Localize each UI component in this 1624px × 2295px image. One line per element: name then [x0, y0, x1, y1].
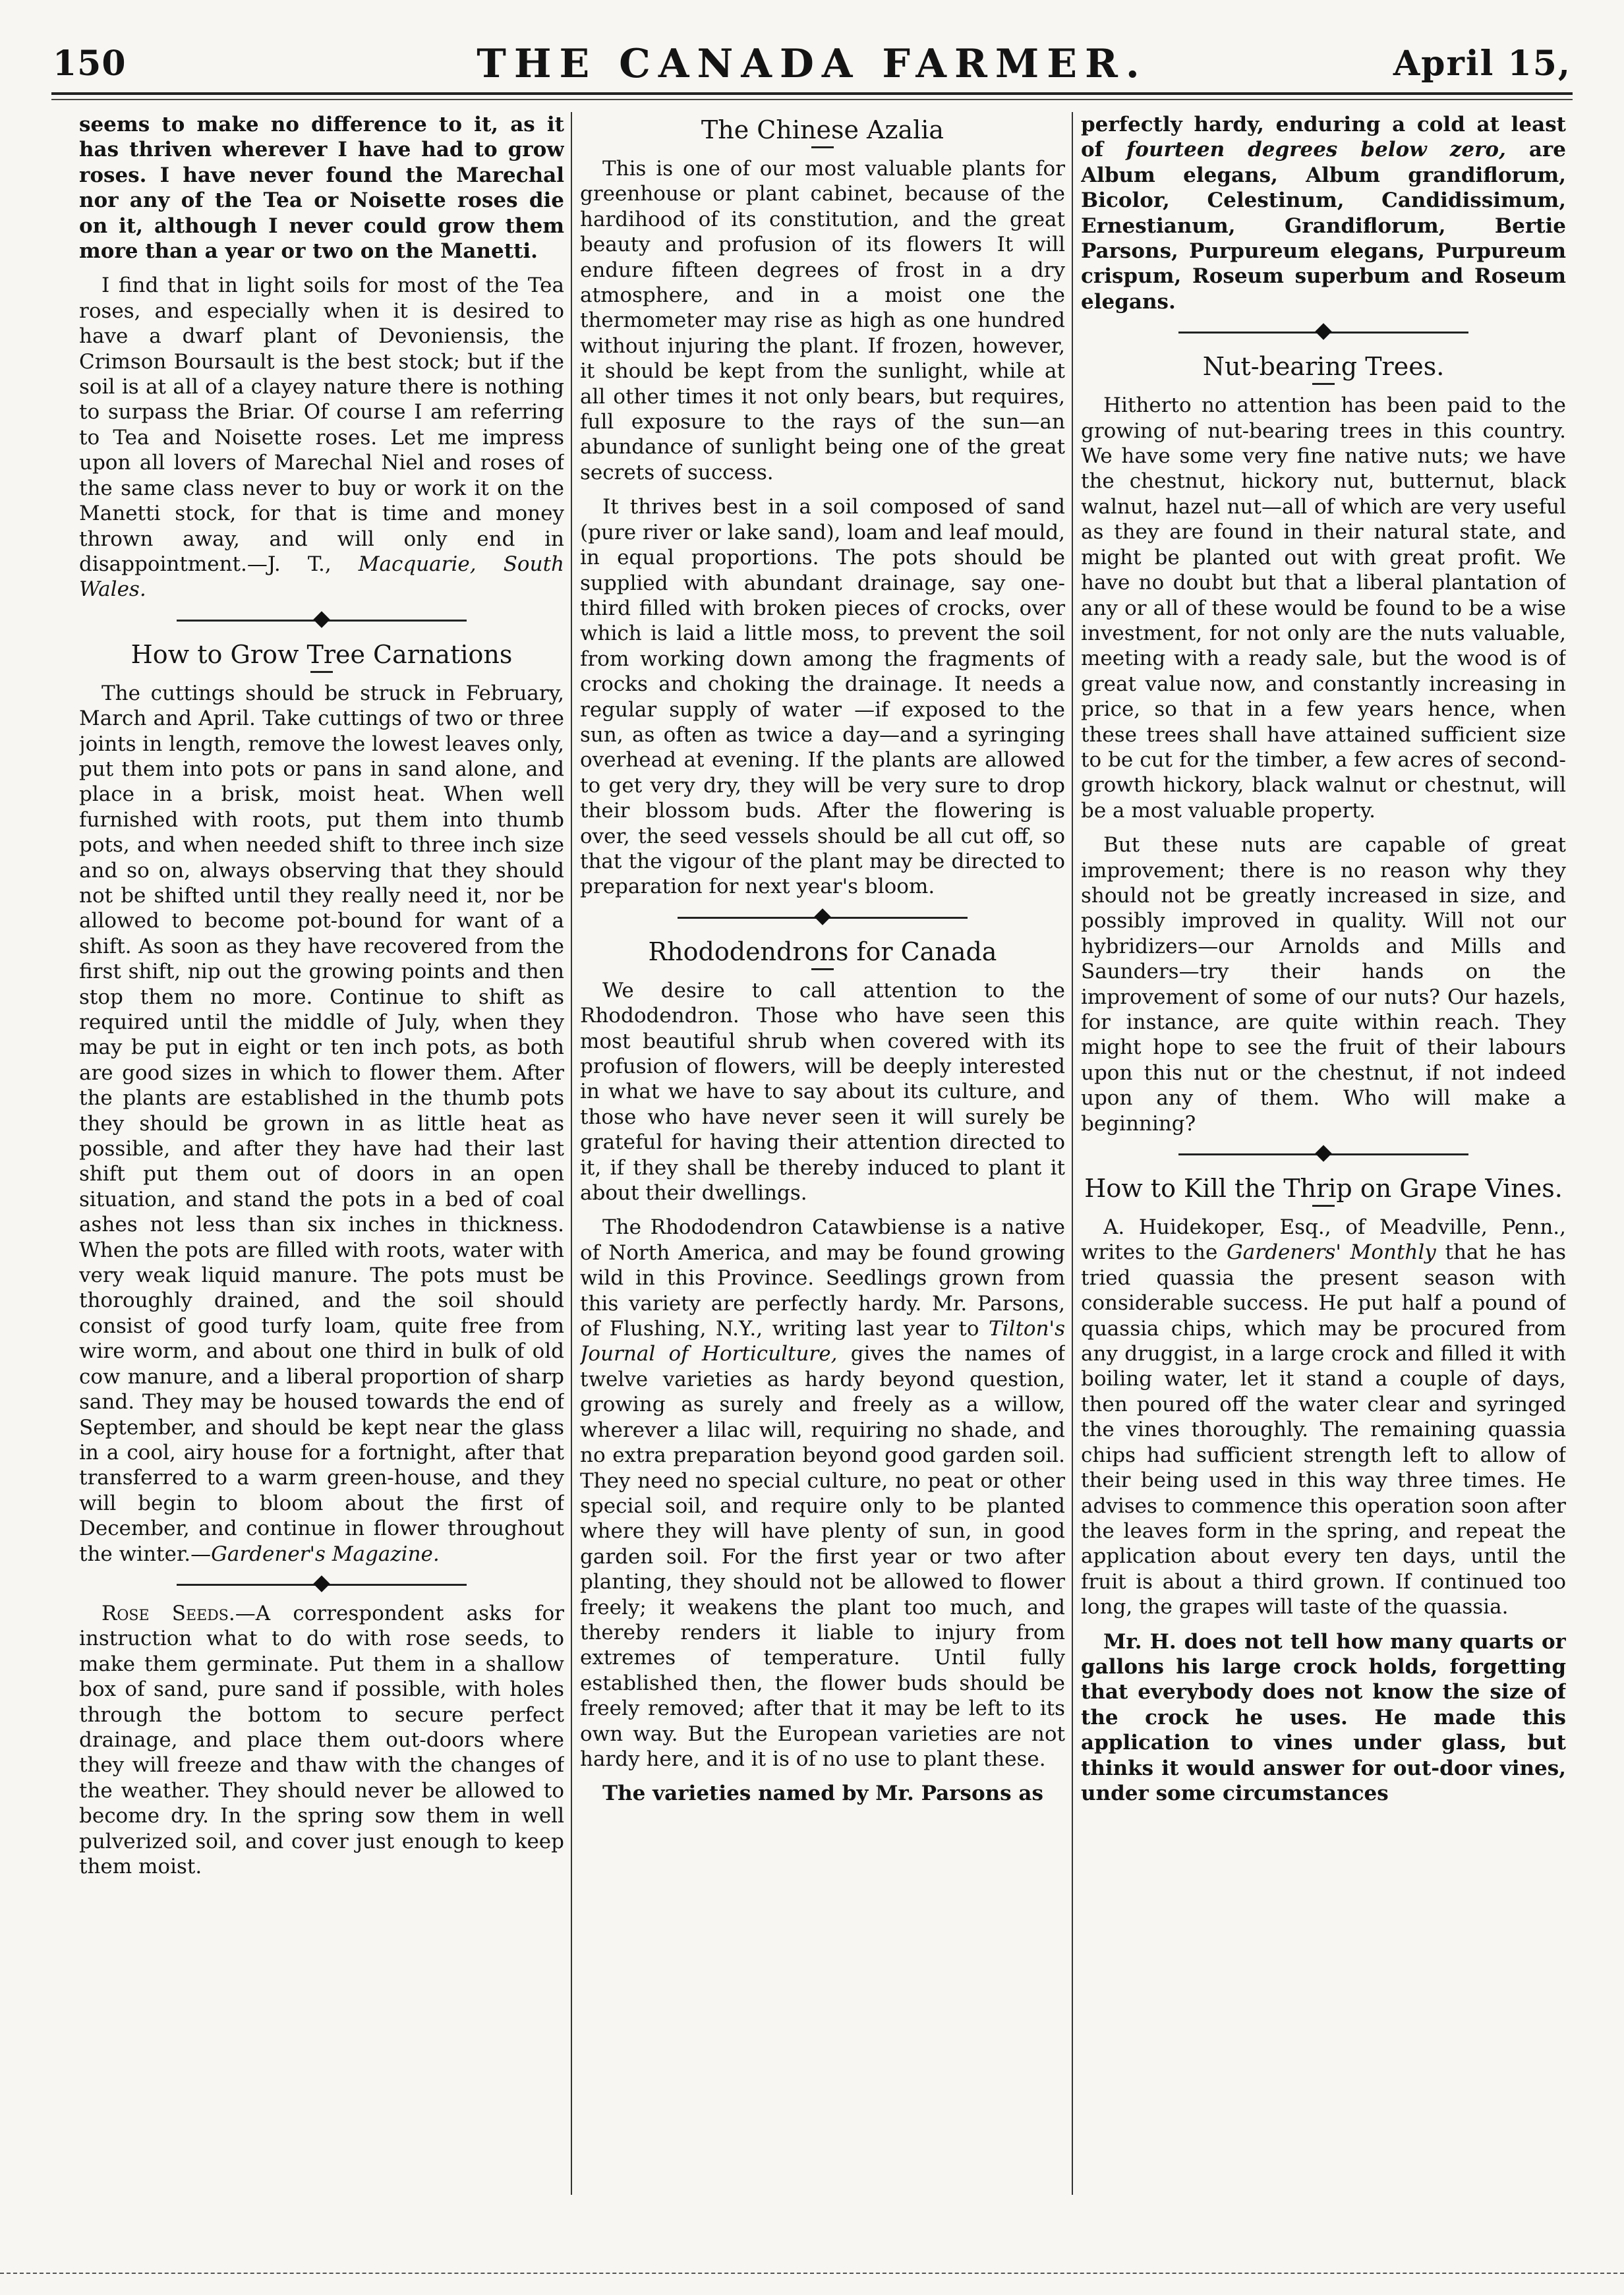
- article-signature: Macquarie, South Wales.: [79, 552, 564, 602]
- newspaper-title: THE CANADA FARMER.: [477, 41, 1147, 87]
- column-3: [1081, 112, 1566, 2208]
- column-divider: [1072, 112, 1073, 2195]
- page-number: 150: [53, 44, 127, 84]
- article-text: I find that in light soils for most of the Tea roses, and especially when it is desired to have a dwarf plant of Devoniensis, the Crimson Boursault is the best stock; but if the soil is at all of a clayey nature there is nothing to surpass the Briar. Of course I am referring to Tea and Noisette roses. Let me impress upon all lovers of Marechal Niel and roses of the same class never to buy or work it on the Manetti stock, for that is time and money thrown away, and will only end in disappointment.—J. T.,: [79, 274, 564, 576]
- article-paragraph: [79, 681, 564, 1567]
- section-ornament: [678, 909, 968, 926]
- magazine-title: Gardeners' Monthly: [1227, 1240, 1436, 1265]
- article-text: —A correspondent asks for instruction what to do with rose seeds, to make them germinate. Put them in a shallow box of sand, pure sand if possible, with holes through the bottom to secure perfect drainage, and place them out-doors where they will freeze and thaw with the changes of the weather. They should never be allowed to become dry. In the spring sow them in well pulverized soil, and cover just enough to keep them moist.: [79, 1601, 564, 1878]
- emphasis-text: fourteen degrees below zero,: [1126, 138, 1506, 162]
- run-in-heading: Rose Seeds.: [102, 1601, 235, 1625]
- journal-title: Tilton's Journal of Horticulture,: [580, 1317, 1065, 1366]
- article-text: The Rhododendron Catawbiense is a native of North America, and may be found growing wild in this Province. Seedlings grown from this variety are perfectly hardy. Mr. Parsons, of Flushing, N.Y., writing last year to: [580, 1215, 1065, 1341]
- column-divider: [571, 112, 572, 2195]
- article-text: perfectly hardy, enduring a cold at least of: [1081, 113, 1566, 162]
- article-heading: The Chinese Azalia: [701, 115, 944, 144]
- article-paragraph: Mr. H. does not tell how many quarts or gallons his large crock holds, forgetting that everybody does not know the size of the crock he uses. He made this application to vines under glass, but thinks it would answer for out-door vines, under some circumstances: [1081, 1629, 1566, 1805]
- article-paragraph: The varieties named by Mr. Parsons as: [602, 1782, 1043, 1806]
- article-heading: Rhododendrons for Canada: [648, 937, 997, 966]
- article-text: gives the names of twelve varieties as hardy beyond question, growing as surely and freely as a willow, wherever a lilac will, requiring no shade, and no extra preparation beyond good garden soil. They need no special culture, no peat or other special soil, and require only to be planted where they will have plenty of sun, in good garden soil. For the first year or two after planting, they should not be allowed to flower freely; it weakens the plant too much, and thereby renders it liable to injury from extremes of temperature. Until fully established then, the flower buds should be freely removed; after that it may be left to its own way. But the European varieties are not hardy here, and it is of no use to plant these.: [580, 1342, 1065, 1771]
- article-paragraph: [79, 273, 564, 602]
- article-paragraph: [1081, 112, 1566, 314]
- article-text: A. Huidekoper, Esq., of Meadville, Penn., writes to the: [1081, 1215, 1566, 1265]
- article-paragraph: [580, 1215, 1065, 1772]
- masthead-rule: [51, 92, 1573, 95]
- article-heading: Nut-bearing Trees.: [1202, 352, 1445, 382]
- article-paragraph: [1081, 1215, 1566, 1620]
- page-bottom-rule: [0, 2273, 1624, 2274]
- masthead: [53, 34, 1571, 100]
- article-text: are Album elegans, Album grandiflorum, Bicolor, Celestinum, Candidissimum, Ernestianum, Grandiflorum, Bertie Parsons, Purpureum elegans, Purpureum crispum, Roseum superbum and Roseum elegans.: [1081, 138, 1566, 314]
- article-paragraph: We desire to call attention to the Rhododendron. Those who have seen this most beautiful shrub when covered with its profusion of flowers, will be deeply interested in what we have to say about its culture, and those who have never seen it will surely be grateful for having their attention directed to it, if they shall be thereby induced to plant it about their dwellings.: [580, 978, 1065, 1206]
- masthead-rule-thin: [51, 99, 1573, 100]
- section-ornament: [1178, 324, 1468, 341]
- article-text: The cuttings should be struck in February, March and April. Take cuttings of two or three joints in length, remove the lowest leaves only, put them into pots or pans in sand alone, and place in a brisk, moist heat. When well furnished with roots, put them into thumb pots, and when needed shift to three inch size and so on, always observing that they should not be shifted until they really need it, nor be allowed to become pot-bound for want of a shift. As soon as they have recovered from the first shift, nip out the growing points and then stop them no more. Continue to shift as required until the middle of July, when they may be put in eight or ten inch pots, as both are good sizes in which to flower them. After the plants are established in the thumb pots they should be grown in as little heat as possible, and after they have had their last shift put them out of doors in an open situation, and stand the pots in a bed of coal ashes not less than six inches in thickness. When the pots are filled with roots, water with very weak liquid manure. The pots must be thoroughly drained, and the soil should consist of good turfy loam, quite free from wire worm, and about one third in bulk of old cow manure, and a liberal proportion of sharp sand. They may be housed towards the end of September, and should be kept near the glass in a cool, airy house for a fortnight, after that transferred to a warm green-house, and they will begin to bloom about the first of December, and continue in flower throughout the winter.—: [79, 681, 564, 1566]
- article-signature: Gardener's Magazine.: [211, 1542, 440, 1566]
- article-text: that he has tried quassia the present season with considerable success. He put half a pound of quassia chips, which may be procured from any druggist, in a large crock and filled it with boiling water, let it stand a couple of days, then poured off the water clear and syringed the vines thoroughly. The remaining quassia chips had sufficient strength left to allow of their being used in this way three times. He advises to commence this operation soon after the leaves form in the spring, and repeat the application about every ten days, until the fruit is about a third grown. If continued too long, the grapes will taste of the quassia.: [1081, 1240, 1566, 1619]
- heading-rule: [811, 146, 834, 148]
- heading-rule: [811, 968, 834, 970]
- heading-rule: [1312, 1205, 1335, 1207]
- article-heading: How to Grow Tree Carnations: [130, 639, 513, 669]
- article-paragraph: [79, 1601, 564, 1879]
- article-paragraph: This is one of our most valuable plants for greenhouse or plant cabinet, because of the hardihood of its constitution, and the great beauty and profusion of its flowers It will endure fifteen degrees of frost in a dry atmosphere, and in a moist one the thermometer may rise as high as one hundred without injuring the plant. If frozen, however, it should be kept from the sunlight, while at all other times it not only bears, but requires, full exposure to the rays of the sun—an abundance of sunlight being one of the great secrets of success.: [580, 157, 1065, 484]
- column-1: [79, 112, 564, 2208]
- heading-rule: [1312, 383, 1335, 385]
- heading-rule: [310, 671, 333, 673]
- article-paragraph: Hitherto no attention has been paid to the growing of nut-bearing trees in this country. We have some very fine native nuts; we have the chestnut, hickory nut, butternut, black walnut, hazel nut—all of which are very useful as they are found in their natural state, and might be planted out with great profit. We have no doubt but that a liberal plantation of any or all of these would be found to be a wise investment, for not only are the nuts valuable, meeting with a ready sale, but the wood is of great value now, and constantly increasing in price, so that in a few years hence, when these trees shall have attained sufficient size to be cut for the timber, a few acres of second-growth hickory, black walnut or chestnut, will be a most valuable property.: [1081, 393, 1566, 823]
- article-heading: How to Kill the Thrip on Grape Vines.: [1084, 1174, 1563, 1204]
- article-paragraph: It thrives best in a soil composed of sand (pure river or lake sand), loam and leaf mould, in equal proportions. The pots should be supplied with abundant drainage, say one-third filled with broken pieces of crocks, over which is laid a little moss, to prevent the soil from working down among the fragments of crocks and choking the drainage. It needs a regular supply of water —if exposed to the sun, as often as twice a day—and a syringing overhead at evening. If the plants are allowed to get very dry, they will be very sure to drop their blossom buds. After the flowering is over, the seed vessels should be all cut off, so that the vigour of the plant may be directed to preparation for next year's bloom.: [580, 495, 1065, 899]
- issue-date: April 15,: [1393, 44, 1571, 84]
- article-paragraph: seems to make no difference to it, as it has thriven wherever I have had to grow roses. I have never found the Marechal nor any of the Tea or Noisette roses die on it, although I never could grow them more than a year or two on the Manetti.: [79, 113, 564, 264]
- column-2: [580, 112, 1065, 2208]
- article-paragraph: But these nuts are capable of great improvement; there is no reason why they should not be greatly increased in size, and possibly improved in quality. Will not our hybridizers—our Arnolds and Mills and Saunders—try their hands on the improvement of some of our nuts? Our hazels, for instance, are quite within reach. They might hope to see the fruit of their labours upon this nut or the chestnut, if not indeed upon any of them. Who will make a beginning?: [1081, 833, 1566, 1136]
- section-ornament: [177, 612, 467, 629]
- section-ornament: [1178, 1146, 1468, 1163]
- section-ornament: [177, 1576, 467, 1593]
